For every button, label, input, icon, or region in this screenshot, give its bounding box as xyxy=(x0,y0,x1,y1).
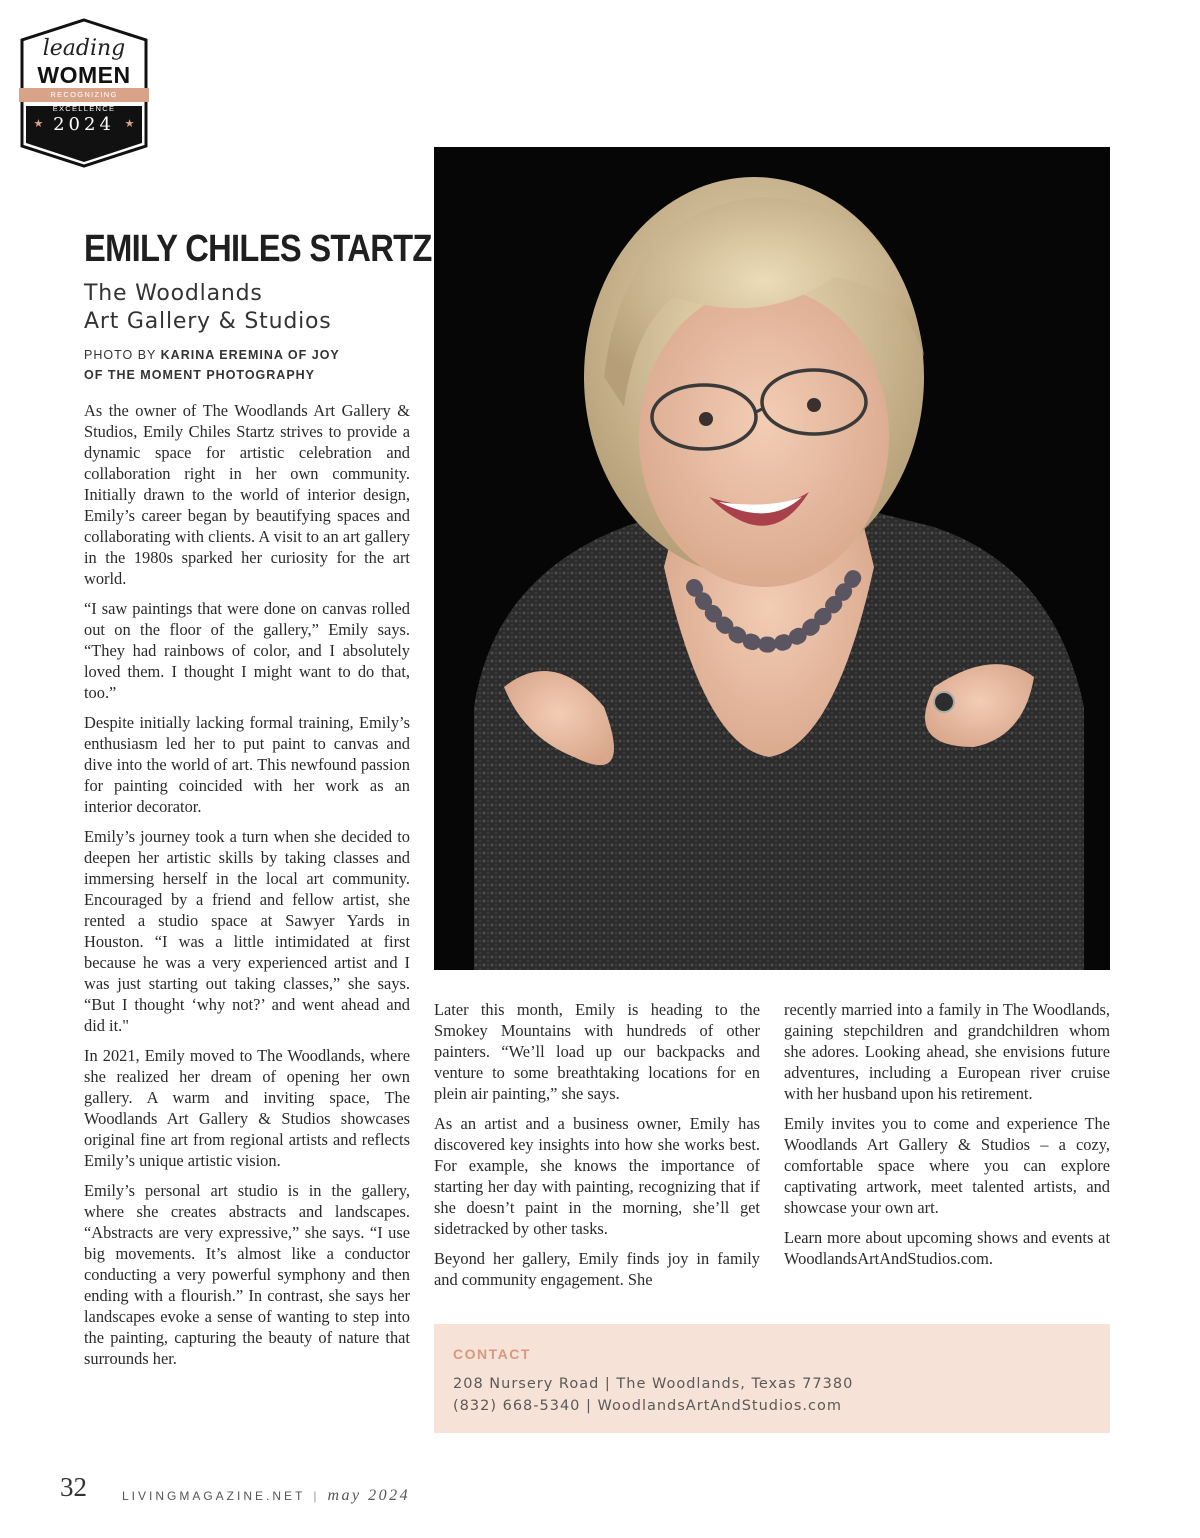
footer xyxy=(122,1487,410,1505)
paragraph: recently married into a family in The Woodlands, gaining stepchildren and grandchildren whom she adores. Looking ahead, she envisions future adventures, including a European river cruise with her husband upon his retirement. xyxy=(784,1000,1110,1103)
profile-name: EMILY CHILES STARTZ xyxy=(84,228,432,270)
photo-credit-prefix: PHOTO BY xyxy=(84,348,157,362)
badge-leading-text: leading xyxy=(42,36,126,61)
organization-line-2: Art Gallery & Studios xyxy=(84,309,332,334)
article-column-1 xyxy=(84,400,410,1378)
article-column-2 xyxy=(434,999,760,1299)
organization-line-1: The Woodlands xyxy=(84,281,263,306)
paragraph: Beyond her gallery, Emily finds joy in family and community engagement. She xyxy=(434,1249,760,1289)
badge-women-text: WOMEN xyxy=(37,62,131,88)
photo-credit-name-1: KARINA EREMINA OF JOY xyxy=(160,348,340,362)
portrait-illustration xyxy=(434,147,1110,970)
star-icon: ★ xyxy=(124,117,135,130)
portrait-photo xyxy=(434,147,1110,970)
contact-box xyxy=(434,1324,1110,1433)
contact-phone-website[interactable]: (832) 668-5340 | WoodlandsArtAndStudios.com xyxy=(453,1398,843,1414)
paragraph: Emily invites you to come and experience The Woodlands Art Gallery & Studios – a cozy, comfortable space where you can explore captivating artwork, meet talented artists, and showcase your own art. xyxy=(784,1114,1110,1217)
badge-year-row xyxy=(16,114,152,135)
footer-separator: | xyxy=(313,1489,320,1503)
photo-credit-name-2: OF THE MOMENT PHOTOGRAPHY xyxy=(84,368,316,382)
contact-address: 208 Nursery Road | The Woodlands, Texas 77380 xyxy=(453,1376,854,1392)
paragraph: As an artist and a business owner, Emily has discovered key insights into how she works best. For example, she knows the importance of starting her day with painting, recognizing that if she doesn’t paint in the morning, she’ll get sidetracked by other tasks. xyxy=(434,1114,760,1238)
paragraph: Despite initially lacking formal training, Emily’s enthusiasm led her to put paint to canvas and dive into the world of art. This newfound passion for painting coincided with her work as an interior decorator. xyxy=(84,713,410,816)
article-column-3 xyxy=(784,999,1110,1278)
photo-credit xyxy=(84,345,414,385)
paragraph: “I saw paintings that were done on canvas rolled out on the floor of the gallery,” Emily says. “They had rainbows of color, and I absolutely loved them. I thought I might want to do that, too.” xyxy=(84,599,410,702)
badge-ribbon: RECOGNIZING EXCELLENCE xyxy=(19,88,149,102)
contact-label: CONTACT xyxy=(453,1346,531,1362)
paragraph: Emily’s personal art studio is in the gallery, where she creates abstracts and landscapes. “Abstracts are very expressive,” she says. “I use big movements. It’s almost like a conductor conducting a very powerful symphony and then ending with a flourish.” In contrast, she says her landscapes evoke a sense of wanting to step into the painting, capturing the beauty of nature that surrounds her. xyxy=(84,1181,410,1368)
paragraph: Emily’s journey took a turn when she decided to deepen her artistic skills by taking classes and immersing herself in the local art community. Encouraged by a friend and fellow artist, she rented a studio space at Sawyer Yards in Houston. “I was a little intimidated at first because he was a very experienced artist and I was just starting out taking classes,” she says. “But I thought ‘why not?’ and went ahead and did it." xyxy=(84,827,410,1035)
footer-site[interactable]: LIVINGMAGAZINE.NET xyxy=(122,1489,306,1503)
footer-issue: may 2024 xyxy=(327,1487,411,1504)
page-number: 32 xyxy=(60,1472,87,1502)
paragraph: Later this month, Emily is heading to the Smokey Mountains with hundreds of other painters. “We’ll load up our backpacks and venture to some breathtaking locations for en plein air painting,” she says. xyxy=(434,1000,760,1103)
badge-year: 2024 xyxy=(53,114,115,135)
paragraph: Learn more about upcoming shows and events at WoodlandsArtAndStudios.com. xyxy=(784,1228,1110,1268)
paragraph: In 2021, Emily moved to The Woodlands, where she realized her dream of opening her own gallery. A warm and inviting space, The Woodlands Art Gallery & Studios showcases original fine art from regional artists and reflects Emily’s unique artistic vision. xyxy=(84,1046,410,1170)
organization-name xyxy=(84,280,424,336)
star-icon: ★ xyxy=(33,117,44,130)
paragraph: As the owner of The Woodlands Art Gallery & Studios, Emily Chiles Startz strives to provide a dynamic space for artistic celebration and collaboration right in her own community. Initially drawn to the world of interior design, Emily’s career began by beautifying spaces and collaborating with clients. A visit to an art gallery in the 1980s sparked her curiosity for the art world. xyxy=(84,401,410,588)
leading-women-badge xyxy=(16,18,152,168)
